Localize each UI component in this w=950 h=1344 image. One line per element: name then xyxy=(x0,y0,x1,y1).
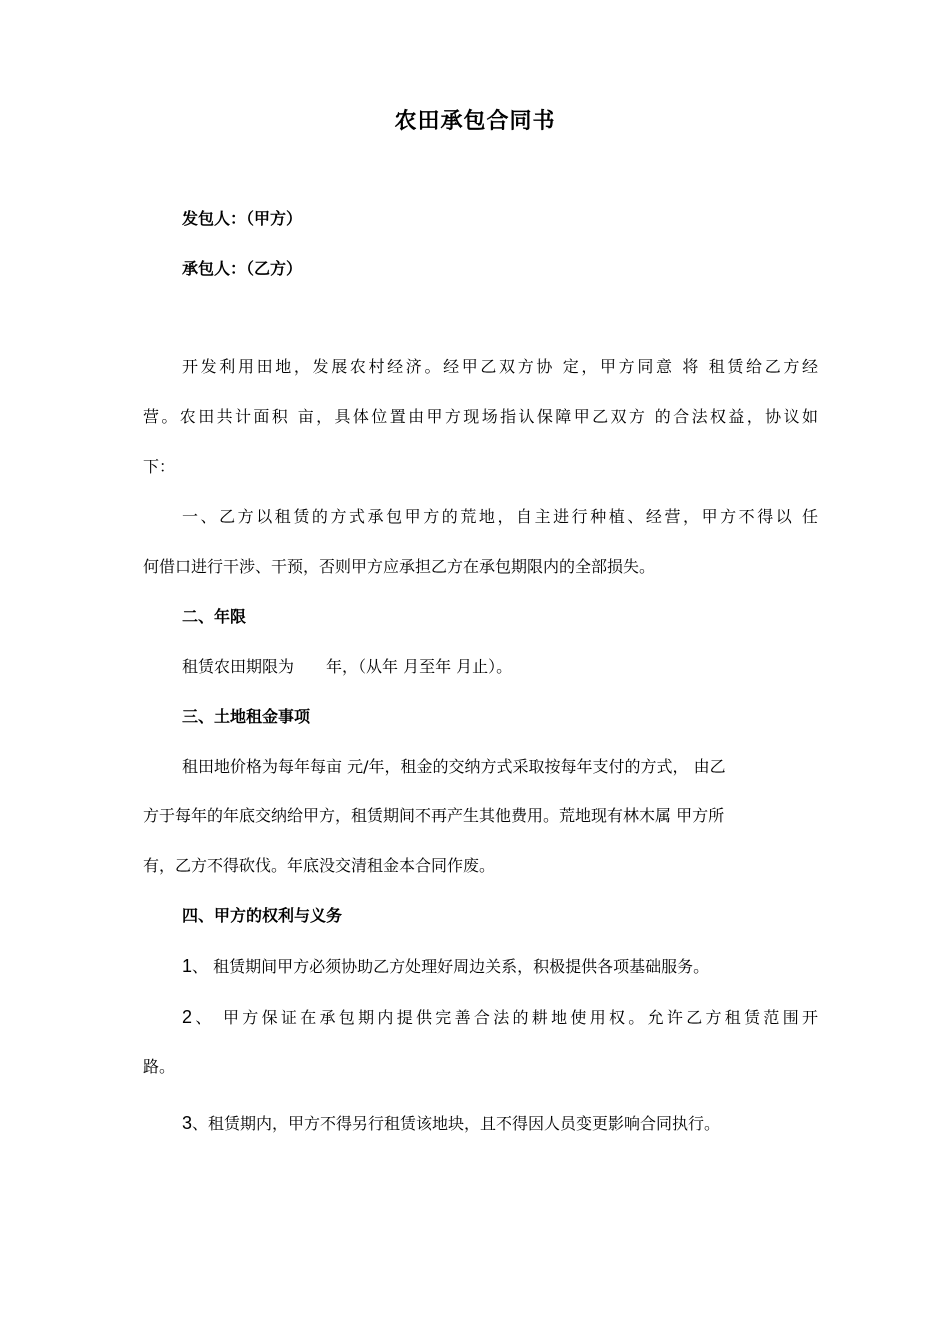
contractor-line: 承包人：（乙方） xyxy=(182,259,303,278)
intro-line-1: 开发利用田地，发展农村经济。经甲乙双方协 定，甲方同意 将 租赁给乙方经 xyxy=(182,357,818,376)
item-text: 、租赁期内，甲方不得另行租赁该地块，且不得因人员变更影响合同执行。 xyxy=(192,1114,721,1133)
clause1-line-1: 一、乙方以租赁的方式承包甲方的荒地，自主进行种植、经营，甲方不得以 任 xyxy=(182,507,818,526)
item-number: 2 xyxy=(182,1007,193,1027)
clause3-line-2: 方于每年的年底交纳给甲方，租赁期间不再产生其他费用。荒地现有林木属 甲方所 xyxy=(143,806,725,825)
item-text: 、 甲方保证在承包期内提供完善合法的耕地使用权。允许乙方租赁范围开 xyxy=(192,1008,818,1027)
item-text: 、 租赁期间甲方必须协助乙方处理好周边关系，积极提供各项基础服务。 xyxy=(192,957,710,976)
item-number: 3 xyxy=(182,1113,193,1133)
clause4-item-3 xyxy=(182,1111,720,1136)
item-number: 1 xyxy=(182,956,193,976)
clause4-item-2-continuation: 路。 xyxy=(143,1057,176,1076)
clause3-line-3: 有，乙方不得砍伐。年底没交清租金本合同作废。 xyxy=(143,856,496,875)
intro-line-3: 下： xyxy=(143,457,176,476)
clause4-item-2 xyxy=(182,1005,818,1030)
clause4-item-1 xyxy=(182,954,709,979)
clause3-line-1: 租田地价格为每年每亩 元/年，租金的交纳方式采取按每年支付的方式， 由乙 xyxy=(182,757,726,776)
clause1-line-2: 何借口进行干涉、干预，否则甲方应承担乙方在承包期限内的全部损失。 xyxy=(143,557,656,576)
clause3-heading: 三、土地租金事项 xyxy=(182,707,311,726)
clause2-heading: 二、年限 xyxy=(182,607,247,626)
intro-line-2: 营。农田共计面积 亩，具体位置由甲方现场指认保障甲乙双方 的合法权益，协议如 xyxy=(143,407,818,426)
clause4-heading: 四、甲方的权利与义务 xyxy=(182,906,343,925)
employer-line: 发包人：（甲方） xyxy=(182,209,303,228)
document-title: 农田承包合同书 xyxy=(394,109,556,134)
clause2-text: 租赁农田期限为 年，（从年 月至年 月止）。 xyxy=(182,657,513,676)
